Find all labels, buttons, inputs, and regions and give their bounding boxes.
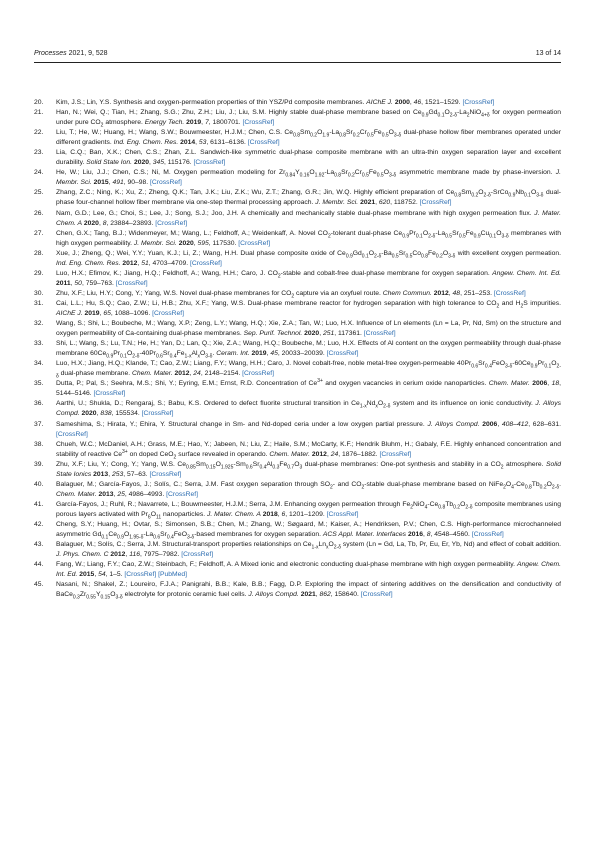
header-rule: [34, 62, 561, 63]
reference-item: [34, 168, 561, 188]
reference-number: 23.: [34, 149, 44, 157]
reference-number: 40.: [34, 480, 44, 488]
reference-item: [34, 339, 561, 359]
reference-number: 27.: [34, 229, 44, 237]
crossref-link[interactable]: [CrossRef]: [150, 179, 182, 187]
reference-text: Zhang, Z.C.; Ning, K.; Xu, Z.; Zheng, Q.K.; Tan, J.K.; Liu, Z.K.; Wu, Z.T.; Zhang, G.R.; Jin, W.Q. Highly efficient preparation of $Ce_{0.8}Sm_{0.2}O_{2-\delta}-SrCo_{0.9}Nb_{0.1}O_{3-\delta}$ dual-phase four-channel hollow fiber membrane via one-step thermal processing approach. J. Membr. Sci. 2021, 620, 118752. [CrossRef]: [56, 189, 561, 207]
reference-text: Sameshima, S.; Hirata, Y.; Ehira, Y. Structural change in Sm- and Nd-doped ceria under a low oxygen partial pressure. J. Alloys Compd. 2006, 408–412, 628–631. [CrossRef]: [56, 420, 561, 438]
reference-text: Fang, W.; Liang, F.Y.; Cao, Z.W.; Steinbach, F.; Feldhoff, A. A Mixed ionic and electronic conducting dual-phase membrane with high oxygen permeability. Angew. Chem. Int. Ed. 2015, 54, 1–5. [CrossRef] [PubMed]: [56, 561, 561, 579]
reference-text: Chueh, W.C.; McDaniel, A.H.; Grass, M.E.; Hao, Y.; Jabeen, N.; Liu, Z.; Haile, S.M.; McCarty, K.F.; Hendrik Bluhm, H.; Gabaly, F.E. Highly enhanced concentration and stability of reactive $Ce^{3+}$ on doped CeO$_2$ surface revealed in operando. Chem. Mater. 2012, 24, 1876–1882. [CrossRef]: [56, 440, 561, 460]
reference-item: [34, 229, 561, 249]
crossref-link[interactable]: [CrossRef]: [326, 350, 359, 358]
reference-number: 28.: [34, 249, 44, 257]
crossref-link[interactable]: [CrossRef]: [360, 591, 393, 599]
reference-item: [34, 399, 561, 419]
reference-text: Dutta, P.; Pal, S.; Seehra, M.S.; Shi, Y.; Eyring, E.M.; Ernst, R.D. Concentration of $Ce^{3+}$ and oxygen vacancies in cerium oxide nanoparticles. Chem. Mater. 2006, 18, 5144–5146. [CrossRef]: [56, 378, 561, 398]
crossref-link[interactable]: [CrossRef]: [181, 551, 214, 559]
crossref-link[interactable]: [CrossRef]: [242, 370, 274, 378]
reference-item: [34, 269, 561, 289]
reference-item: [34, 500, 561, 520]
page-number: 13 of 14: [535, 50, 561, 57]
reference-item: [34, 98, 561, 108]
reference-item: [34, 460, 561, 480]
crossref-link[interactable]: [CrossRef]: [242, 119, 275, 127]
reference-text: Liu, T.; He, W.; Huang, H.; Wang, S.W.; Bouwmeester, H.J.M.; Chen, C.S. $Ce_{0.8}Sm_{0.2}O_{1.9}-La_{0.8}Sr_{0.2}Cr_{0.5}Fe_{0.5}O_{3-\delta}$ dual-phase hollow fiber membranes operated under different gradients. Ind. Eng. Chem. Res. 2014, 53, 6131–6136. [CrossRef]: [56, 129, 561, 147]
reference-item: [34, 249, 561, 269]
reference-text: García-Fayos, J.; Ruhl, R.; Navarrete, L.; Bouwmeester, H.J.M.; Serra, J.M. Enhancing oxygen permeation through $Fe_2NiO_4-Ce_{0.8}Tb_{0.2}O_{2-\delta}$ composite membranes using porous layers activated with $Pr_6O_{11}$ nanoparticles. J. Mater. Chem. A 2018, 6, 1201–1209. [CrossRef]: [56, 500, 561, 521]
reference-number: 38.: [34, 440, 44, 448]
reference-number: 43.: [34, 541, 44, 549]
reference-number: 35.: [34, 380, 44, 388]
reference-number: 29.: [34, 269, 44, 277]
journal-name: Processes: [34, 50, 67, 57]
crossref-link[interactable]: [CrossRef]: [462, 99, 495, 106]
reference-item: [34, 420, 561, 440]
crossref-link[interactable]: [CrossRef]: [166, 490, 199, 498]
crossref-link[interactable]: [CrossRef]: [93, 390, 126, 398]
reference-text: Balaguer, M.; García-Fayos, J.; Solís, C.; Serra, J.M. Fast oxygen separation through $SO_2-$ and $CO_2$-stable dual-phase membrane based on $NiFe_2O_4-Ce_{0.8}Tb_{0.2}O_{2-\delta}$. Chem. Mater. 2013, 25, 4986–4993. [CrossRef]: [56, 480, 561, 498]
reference-number: 37.: [34, 420, 44, 428]
reference-number: 21.: [34, 109, 44, 117]
crossref-link[interactable]: [CrossRef]: [56, 430, 88, 438]
reference-item: [34, 540, 561, 560]
reference-number: 41.: [34, 500, 44, 508]
crossref-link[interactable]: [CrossRef]: [190, 259, 222, 267]
crossref-link[interactable]: [CrossRef]: [193, 159, 226, 167]
crossref-link[interactable]: [CrossRef]: [419, 199, 452, 207]
reference-item: [34, 148, 561, 168]
reference-item: [34, 379, 561, 399]
reference-item: [34, 580, 561, 600]
reference-text: Han, N.; Wei, Q.; Tian, H.; Zhang, S.G.; Zhu, Z.H.; Liu, J.; Liu, S.M. Highly stable dual-phase membrane based on $Ce_{0.9}Gd_{0.1}O_{2-\delta}-La_2NiO_{4+\delta}$ for oxygen permeation under pure $CO_2$ atmosphere. Energy Tech. 2019, 7, 1800701. [CrossRef]: [56, 109, 561, 129]
reference-item: [34, 299, 561, 319]
reference-item: [34, 520, 561, 540]
crossref-link[interactable]: [CrossRef]: [149, 470, 182, 478]
reference-number: 24.: [34, 169, 44, 177]
reference-item: [34, 188, 561, 208]
page-header: [34, 50, 561, 62]
crossref-link[interactable]: [CrossRef]: [152, 309, 185, 317]
reference-text: Zhu, X.F.; Liu, H.Y.; Cong, Y.; Yang, W.S. Novel dual-phase membranes for $CO_2$ capture via an oxyfuel route. Chem Commun. 2012, 48, 251–253. [CrossRef]: [56, 289, 526, 300]
reference-item: [34, 560, 561, 580]
reference-item: [34, 209, 561, 229]
reference-text: Balaguer, M.; Solís, C.; Serra, J.M. Structural-transport properties relationships on $Ce_{1-x}Ln_xO_{2-\delta}$ system (Ln = Gd, La, Tb, Pr, Eu, Er, Yb, Nd) and effect of cobalt addition. J. Phys. Chem. C 2012, 116, 7975–7982. [CrossRef]: [56, 541, 562, 559]
reference-text: Cai, L.L.; Hu, S.Q.; Cao, Z.W.; Li, H.B.; Zhu, X.F.; Yang, W.S. Dual-phase membrane reactor for hydrogen separation with high tolerance to $CO_2$ and $H_2S$ impurities. AIChE J. 2019, 65, 1088–1096. [CrossRef]: [56, 299, 562, 317]
reference-number: 20.: [34, 99, 44, 106]
reference-text: Wang, S.; Shi, L.; Boubeche, M.; Wang, X.P.; Zeng, L.Y.; Wang, H.Q.; Xie, Z.A.; Tan, W.; Luo, H.X. Influence of Ln elements (Ln = La, Pr, Nd, Sm) on the structure and oxygen permeability of Ca-containing dual-phase membranes. Sep. Purif. Technol. 2020, 251, 117361. [CrossRef]: [56, 320, 561, 338]
crossref-link[interactable]: [CrossRef]: [471, 531, 504, 539]
reference-number: 33.: [34, 340, 44, 348]
journal-citation: [34, 50, 108, 57]
reference-item: [34, 319, 561, 339]
reference-text: He, W.; Liu, J.J.; Chen, C.S.; Ni, M. Oxygen permeation modeling for $Zr_{0.84}Y_{0.16}O_{1.92}-La_{0.8}Sr_{0.2}Cr_{0.5}Fe_{0.5}O_{3-\delta}$ asymmetric membrane made by phase-inversion. J. Membr. Sci. 2015, 491, 90–98. [CrossRef]: [56, 169, 562, 187]
crossref-link[interactable]: [CrossRef]: [155, 219, 188, 227]
reference-item: [34, 128, 561, 148]
reference-number: 26.: [34, 209, 44, 217]
reference-number: 30.: [34, 289, 44, 297]
reference-text: Cheng, S.Y.; Huang, H.; Ovtar, S.; Simonsen, S.B.; Chen, M.; Zhang, W.; Søgaard, M.; Kaiser, A.; Hendriksen, P.V.; Chen, C.S. High-performance microchanneled asymmetric $Gd_{0.1}Ce_{0.9}O_{1.95-\delta}-La_{0.6}Sr_{0.4}FeO_{3-\delta}$-based membranes for oxygen separation. ACS Appl. Mater. Interfaces 2016, 8, 4548–4560. [CrossRef]: [56, 520, 561, 541]
volume-info: 2021, 9, 528: [68, 50, 108, 57]
reference-item: [34, 108, 561, 128]
reference-text: Zhu, X.F.; Liu, Y.; Cong, Y.; Yang, W.S. $Ce_{0.85}Sm_{0.15}O_{1.925}-Sm_{0.6}Sr_{0.4}Al_{0.3}Fe_{0.7}O_3$ dual-phase membranes: One-pot synthesis and stability in a $CO_2$ atmosphere. Solid State Ionics 2013, 253, 57–63. [CrossRef]: [56, 460, 561, 478]
reference-item: [34, 440, 561, 460]
reference-number: 45.: [34, 581, 44, 589]
reference-number: 31.: [34, 299, 44, 307]
reference-text: Chen, G.X.; Tang, B.J.; Widenmeyer, M.; Wang, L.; Feldhoff, A.; Weidenkaff, A. Novel $CO_2$-tolerant dual-phase $Ce_{0.9}Pr_{0.1}O_{2-\delta}-La_{0.5}Sr_{0.5}Fe_{0.9}Cu_{0.1}O_{3-\delta}$ membranes with high oxygen permeability. J. Membr. Sci. 2020, 595, 117530. [CrossRef]: [56, 229, 562, 247]
reference-number: 32.: [34, 320, 44, 328]
reference-text: Nam, G.D.; Lee, G.; Choi, S.; Lee, J.; Song, S.J.; Joo, J.H. A chemically and mechanically stable dual-phase membrane with high oxygen permeation flux. J. Mater. Chem. A 2020, 8, 23884–23893. [CrossRef]: [56, 209, 561, 227]
reference-number: 22.: [34, 129, 44, 137]
reference-text: Aarthi, U.; Shukla, D.; Rengaraj, S.; Babu, K.S. Ordered to defect fluorite structural transition in $Ce_{1-x}Nd_xO_{2-\delta}$ system and its influence on ionic conductivity. J. Alloys Compd. 2020, 838, 155534. [CrossRef]: [56, 400, 561, 418]
crossref-link[interactable]: [CrossRef]: [247, 139, 280, 147]
crossref-link[interactable]: [CrossRef]: [124, 571, 157, 579]
reference-text: Xue, J.; Zheng, Q.; Wei, Y.Y.; Yuan, K.J.; Li, Z.; Wang, H.H. Dual phase composite oxide of $Ce_{0.9}Gd_{0.1}O_{2-\delta}-Ba_{0.5}Sr_{0.5}Co_{0.8}Fe_{0.2}O_{3-\delta}$ with excellent oxygen permeation. Ind. Eng. Chem. Res. 2012, 51, 4703–4709. [CrossRef]: [56, 249, 561, 267]
crossref-link[interactable]: [CrossRef]: [141, 410, 174, 418]
crossref-link[interactable]: [CrossRef]: [326, 510, 359, 518]
reference-text: Luo, H.X.; Jiang, H.Q.; Klande, T.; Cao, Z.W.; Liang, F.Y.; Wang, H.H.; Caro, J. Novel cobalt-free, noble metal-free oxygen-permeable $40Pr_{0.6}Sr_{0.4}FeO_{3-\delta}-60Ce_{0.9}Pr_{0.1}O_{2-\delta}$ dual-phase membrane. Chem. Mater. 2012, 24, 2148–2154. [CrossRef]: [56, 360, 561, 380]
crossref-link[interactable]: [CrossRef]: [363, 330, 396, 338]
reference-number: 34.: [34, 360, 44, 368]
reference-item: [34, 480, 561, 500]
reference-item: [34, 359, 561, 379]
crossref-link[interactable]: [CrossRef]: [238, 239, 271, 247]
reference-number: 36.: [34, 400, 44, 408]
reference-list: [34, 98, 561, 600]
pubmed-link[interactable]: [PubMed]: [158, 571, 188, 579]
reference-text: Luo, H.X.; Efimov, K.; Jiang, H.Q.; Feldhoff, A.; Wang, H.H.; Caro, J. $CO_2$-stable and cobalt-free dual-phase membrane for oxygen separation. Angew. Chem. Int. Ed. 2011, 50, 759–763. [CrossRef]: [56, 269, 561, 287]
reference-text: Nasani, N.; Shakel, Z.; Loureiro, F.J.A.; Panigrahi, B.B.; Kale, B.B.; Fagg, D.P. Exploring the impact of sintering additives on the densification and conductivity of $BaCe_{0.3}Zr_{0.55}Y_{0.15}O_{3-\delta}$ electrolyte for protonic ceramic fuel cells. J. Alloys Compd. 2021, 862, 158640. [CrossRef]: [56, 581, 561, 601]
crossref-link[interactable]: [CrossRef]: [115, 279, 148, 287]
reference-item: [34, 289, 561, 299]
reference-text: Lia, C.Q.; Ban, X.K.; Chen, C.S.; Zhan, Z.L. Sandwich-like symmetric dual-phase composite membrane with an ultra-thin oxygen separation layer and excellent durability. Solid State Ion. 2020, 345, 115176. [CrossRef]: [56, 149, 561, 167]
reference-number: 39.: [34, 460, 44, 468]
reference-text: Shi, L.; Wang, S.; Lu, T.N.; He, H.; Yan, D.; Lan, Q.; Xie, Z.A.; Wang, H.Q.; Boubeche, M.; Luo, H.X. Effects of Al content on the oxygen permeability through dual-phase membrane $60Ce_{0.9}Pr_{0.1}O_{2-\delta}-40Pr_{0.6}Sr_{0.4}Fe_{1-x}Al_xO_{3-\delta}$. Ceram. Int. 2019, 45, 20033–20039. [CrossRef]: [56, 340, 561, 360]
reference-number: 44.: [34, 561, 44, 569]
reference-number: 25.: [34, 189, 44, 197]
reference-number: 42.: [34, 520, 44, 528]
crossref-link[interactable]: [CrossRef]: [379, 450, 412, 458]
crossref-link[interactable]: [CrossRef]: [493, 289, 526, 297]
reference-text: Kim, J.S.; Lin, Y.S. Synthesis and oxygen-permeation properties of thin YSZ/Pd composite membranes. AIChE J. 2000, 46, 1521–1529. [CrossRef]: [56, 99, 495, 106]
